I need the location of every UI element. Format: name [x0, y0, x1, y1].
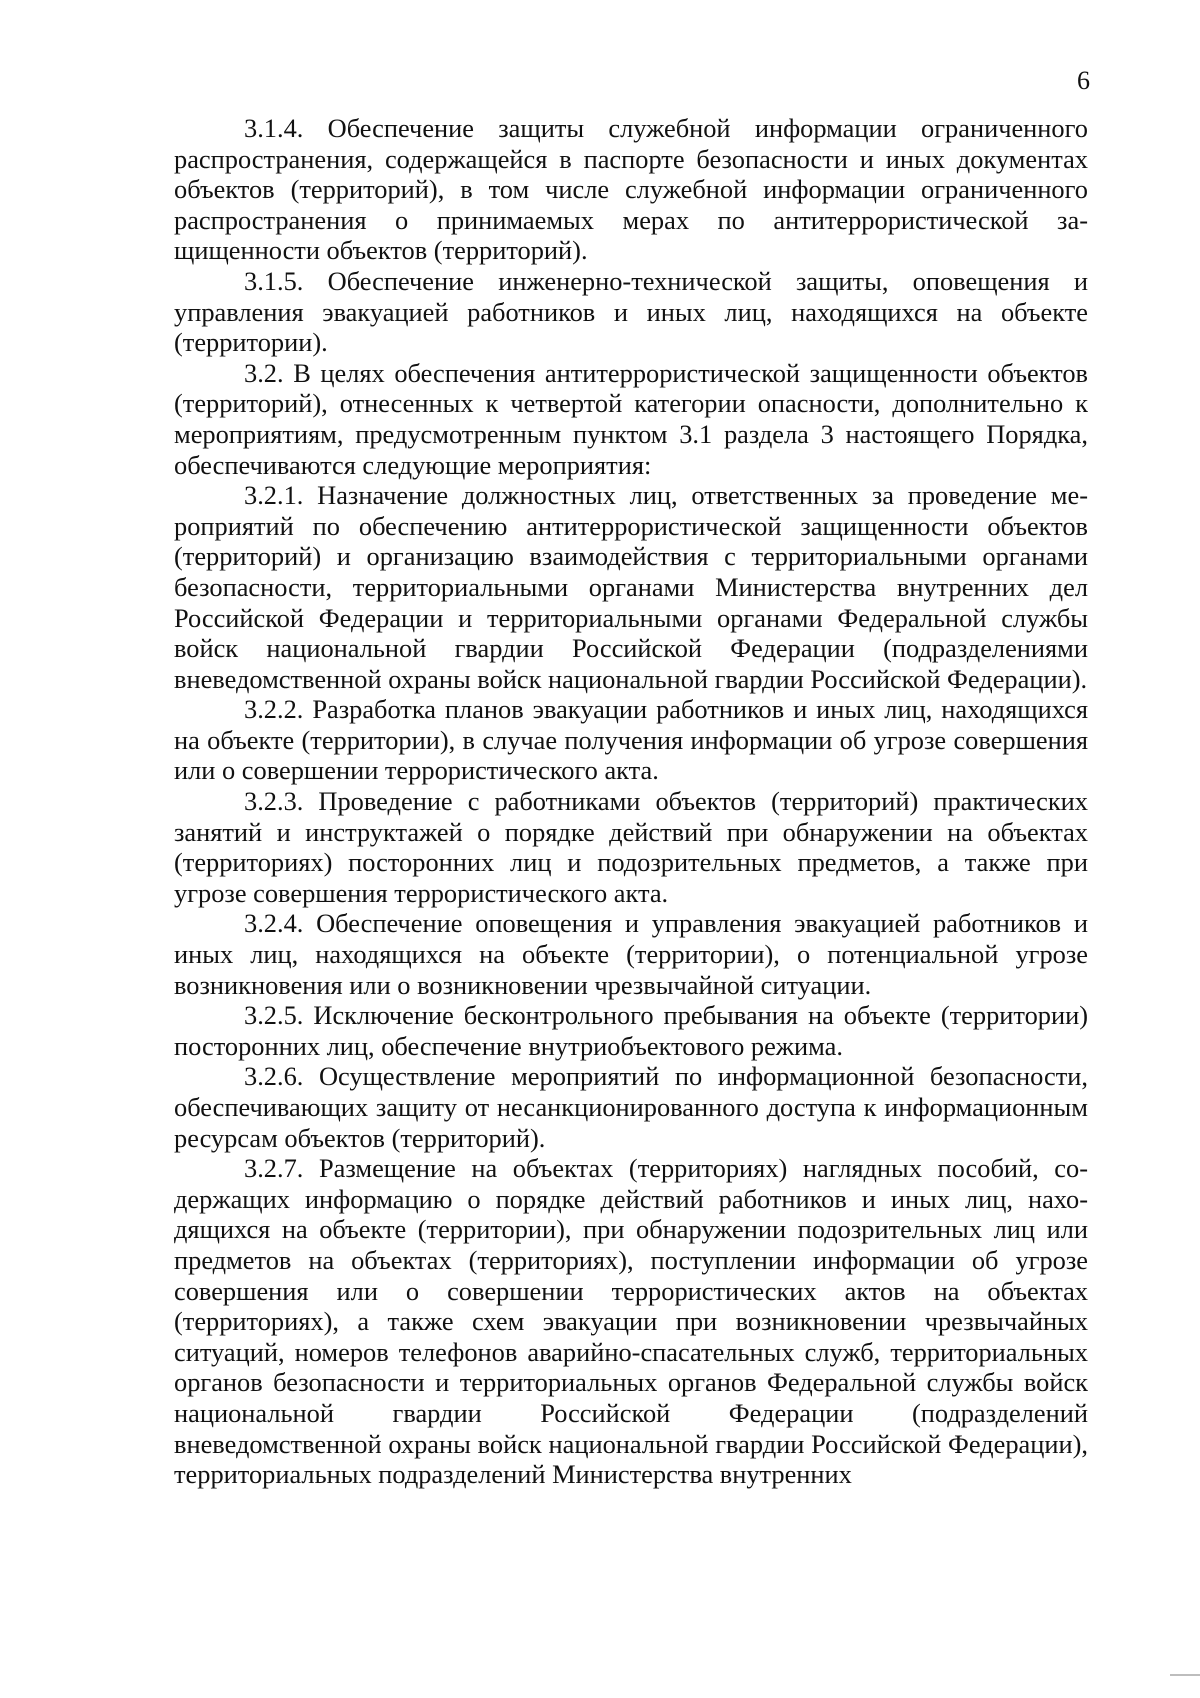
- paragraph-3-2-1: 3.2.1. Назначение должностных лиц, ответственных за проведение мероприятий по обеспечению антитеррористической защищенности объектов (территорий) и организацию взаимодействия с территориальными органами безопасности, территориальными органами Министерства внутренних дел Российской Федерации и территориальными органами Федеральной службы войск национальной гвардии Российской Федерации (подразделениями вневедомственной охраны войск национальной гвардии Российской Федерации).: [174, 480, 1088, 694]
- paragraph-3-2: 3.2. В целях обеспечения антитеррористической защищенности объектов (территорий), отнесенных к четвертой категории опасности, дополнительно к мероприятиям, предусмотренным пунктом 3.1 раздела 3 настоящего Порядка, обеспечиваются следующие мероприятия:: [174, 357, 1088, 480]
- scan-artifact-line: [1170, 1674, 1200, 1676]
- paragraph-3-2-6: 3.2.6. Осуществление мероприятий по информационной безопасности, обеспечивающих защиту от несанкционированного доступа к информационным ресурсам объектов (территорий).: [174, 1061, 1088, 1153]
- paragraph-3-2-7: 3.2.7. Размещение на объектах (территориях) наглядных пособий, содержащих информацию о порядке действий работников и иных лиц, находящихся на объекте (территории), при обнаружении подозрительных лиц или предметов на объектах (территориях), поступлении информации об угрозе совершения или о совершении террористических актов на объектах (территориях), а также схем эвакуации при возникновении чрезвычайных ситуаций, номеров телефонов аварийно-спасательных служб, территориальных органов безопасности и территориальных органов Федеральной службы войск национальной гвардии Российской Федерации (подразделений вневедомственной охраны войск национальной гвардии Российской Федерации), территориальных подразделений Министерства внутренних: [174, 1153, 1088, 1490]
- document-body: [174, 113, 1088, 1490]
- paragraph-3-2-2: 3.2.2. Разработка планов эвакуации работников и иных лиц, находящихся на объекте (территории), в случае получения информации об угрозе совершения или о совершении террористического акта.: [174, 694, 1088, 786]
- paragraph-3-2-4: 3.2.4. Обеспечение оповещения и управления эвакуацией работников и иных лиц, находящихся на объекте (территории), о потенциальной угрозе возникновения или о возникновении чрезвычайной ситуации.: [174, 908, 1088, 1000]
- page-number: 6: [1077, 66, 1090, 95]
- paragraph-3-1-5: 3.1.5. Обеспечение инженерно-технической защиты, оповещения и управления эвакуацией работников и иных лиц, находящихся на объекте (территории).: [174, 265, 1088, 358]
- paragraph-3-1-4: 3.1.4. Обеспечение защиты служебной информации ограниченного распространения, содержащейся в паспорте безопасности и иных документах объектов (территорий), в том числе служебной информации ограниченного распространения о принимаемых мерах по антитеррористической защищенности объектов (территорий).: [174, 113, 1088, 266]
- paragraph-3-2-3: 3.2.3. Проведение с работниками объектов (территорий) практических занятий и инструктажей о порядке действий при обнаружении на объектах (территориях) посторонних лиц и подозрительных предметов, а также при угрозе совершения террористического акта.: [174, 786, 1088, 908]
- paragraph-3-2-5: 3.2.5. Исключение бесконтрольного пребывания на объекте (территории) посторонних лиц, обеспечение внутриобъектового режима.: [174, 1000, 1088, 1061]
